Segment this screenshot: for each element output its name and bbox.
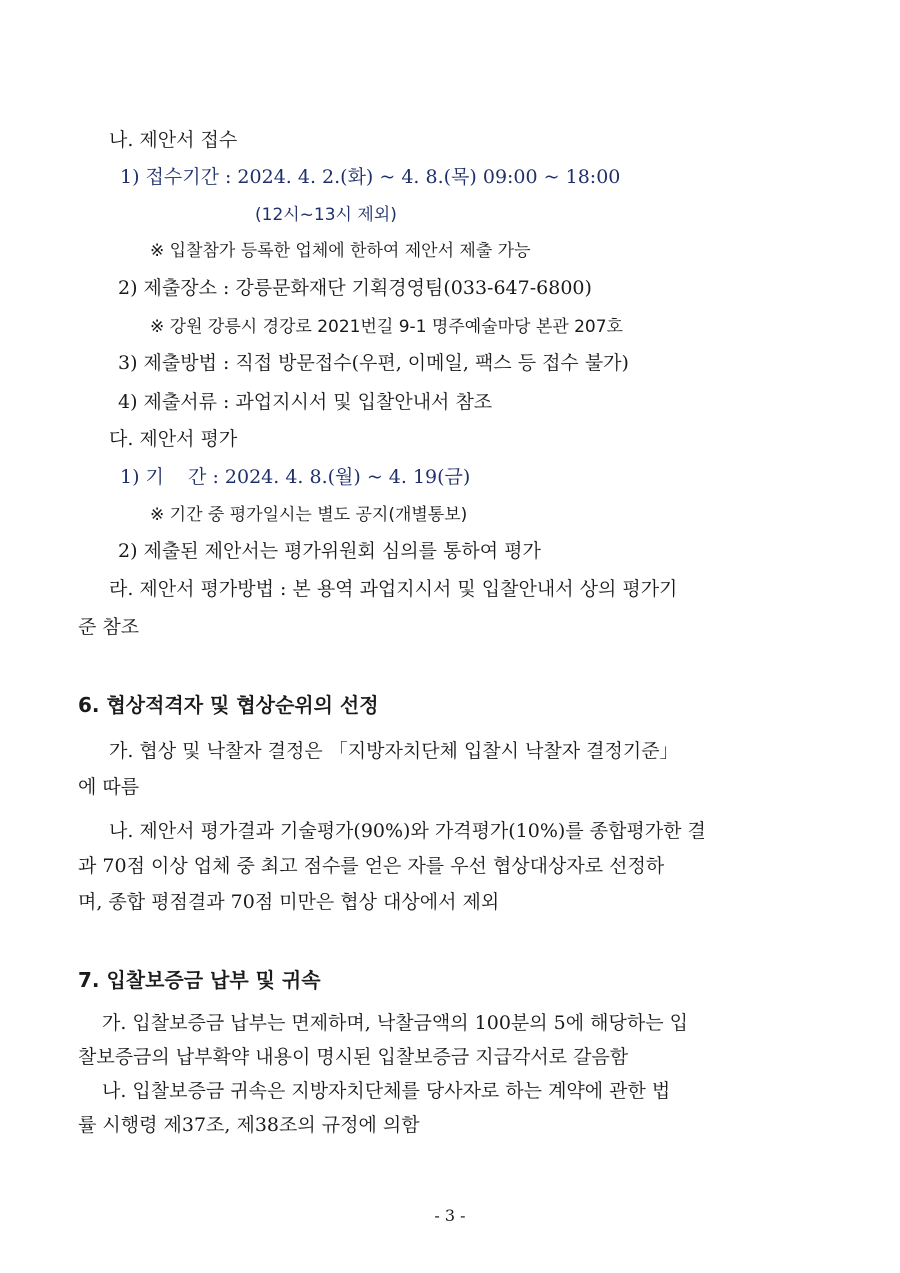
receipt-heading: 나. 제안서 접수: [109, 129, 238, 151]
page-number: - 3 -: [434, 1206, 466, 1225]
section6-ga-line-1: 가. 협상 및 낙찰자 결정은 「지방자치단체 입찰시 낙찰자 결정기준」: [109, 740, 679, 762]
section7-ga-line-1: 가. 입찰보증금 납부는 면제하며, 낙찰금액의 100분의 5에 해당하는 입: [102, 1012, 688, 1034]
receipt-docs-line: 4) 제출서류 : 과업지시서 및 입찰안내서 참조: [118, 391, 493, 413]
receipt-place-line: 2) 제출장소 : 강릉문화재단 기획경영팀(033-647-6800): [118, 277, 592, 299]
section6-na-line-1: 나. 제안서 평가결과 기술평가(90%)와 가격평가(10%)를 종합평가한 결: [109, 820, 706, 842]
section7-na-line-2: 률 시행령 제37조, 제38조의 규정에 의함: [78, 1114, 420, 1136]
section7-na-line-1: 나. 입찰보증금 귀속은 지방자치단체를 당사자로 하는 계약에 관한 법: [102, 1080, 671, 1102]
receipt-period-line: 1) 접수기간 : 2024. 4. 2.(화) ~ 4. 8.(목) 09:00 ~ 18:00: [120, 166, 621, 188]
section6-na-line-2: 과 70점 이상 업체 중 최고 점수를 얻은 자를 우선 협상대상자로 선정하: [78, 855, 665, 877]
receipt-address-note: ※ 강원 강릉시 경강로 2021번길 9-1 명주예술마당 본관 207호: [150, 317, 623, 337]
evaluation-period-note: ※ 기간 중 평가일시는 별도 공지(개별통보): [150, 505, 468, 525]
evaluation-committee-line: 2) 제출된 제안서는 평가위원회 심의를 통하여 평가: [118, 540, 541, 562]
evaluation-period-line: 1) 기 간 : 2024. 4. 8.(월) ~ 4. 19(금): [120, 466, 471, 488]
receipt-period-note: (12시~13시 제외): [255, 205, 397, 225]
receipt-method-line: 3) 제출방법 : 직접 방문접수(우편, 이메일, 팩스 등 접수 불가): [118, 352, 629, 374]
evaluation-method-line-2: 준 참조: [78, 616, 140, 638]
section6-na-line-3: 며, 종합 평점결과 70점 미만은 협상 대상에서 제외: [78, 891, 500, 913]
section7-ga-line-2: 찰보증금의 납부확약 내용이 명시된 입찰보증금 지급각서로 갈음함: [78, 1046, 629, 1068]
evaluation-method-line-1: 라. 제안서 평가방법 : 본 용역 과업지시서 및 입찰안내서 상의 평가기: [109, 578, 678, 600]
section6-ga-line-2: 에 따름: [78, 776, 140, 798]
receipt-registered-note: ※ 입찰참가 등록한 업체에 한하여 제안서 제출 가능: [150, 241, 531, 261]
evaluation-heading: 다. 제안서 평가: [109, 428, 238, 450]
section7-title: 7. 입찰보증금 납부 및 귀속: [78, 968, 321, 992]
section6-title: 6. 협상적격자 및 협상순위의 선정: [78, 693, 379, 717]
